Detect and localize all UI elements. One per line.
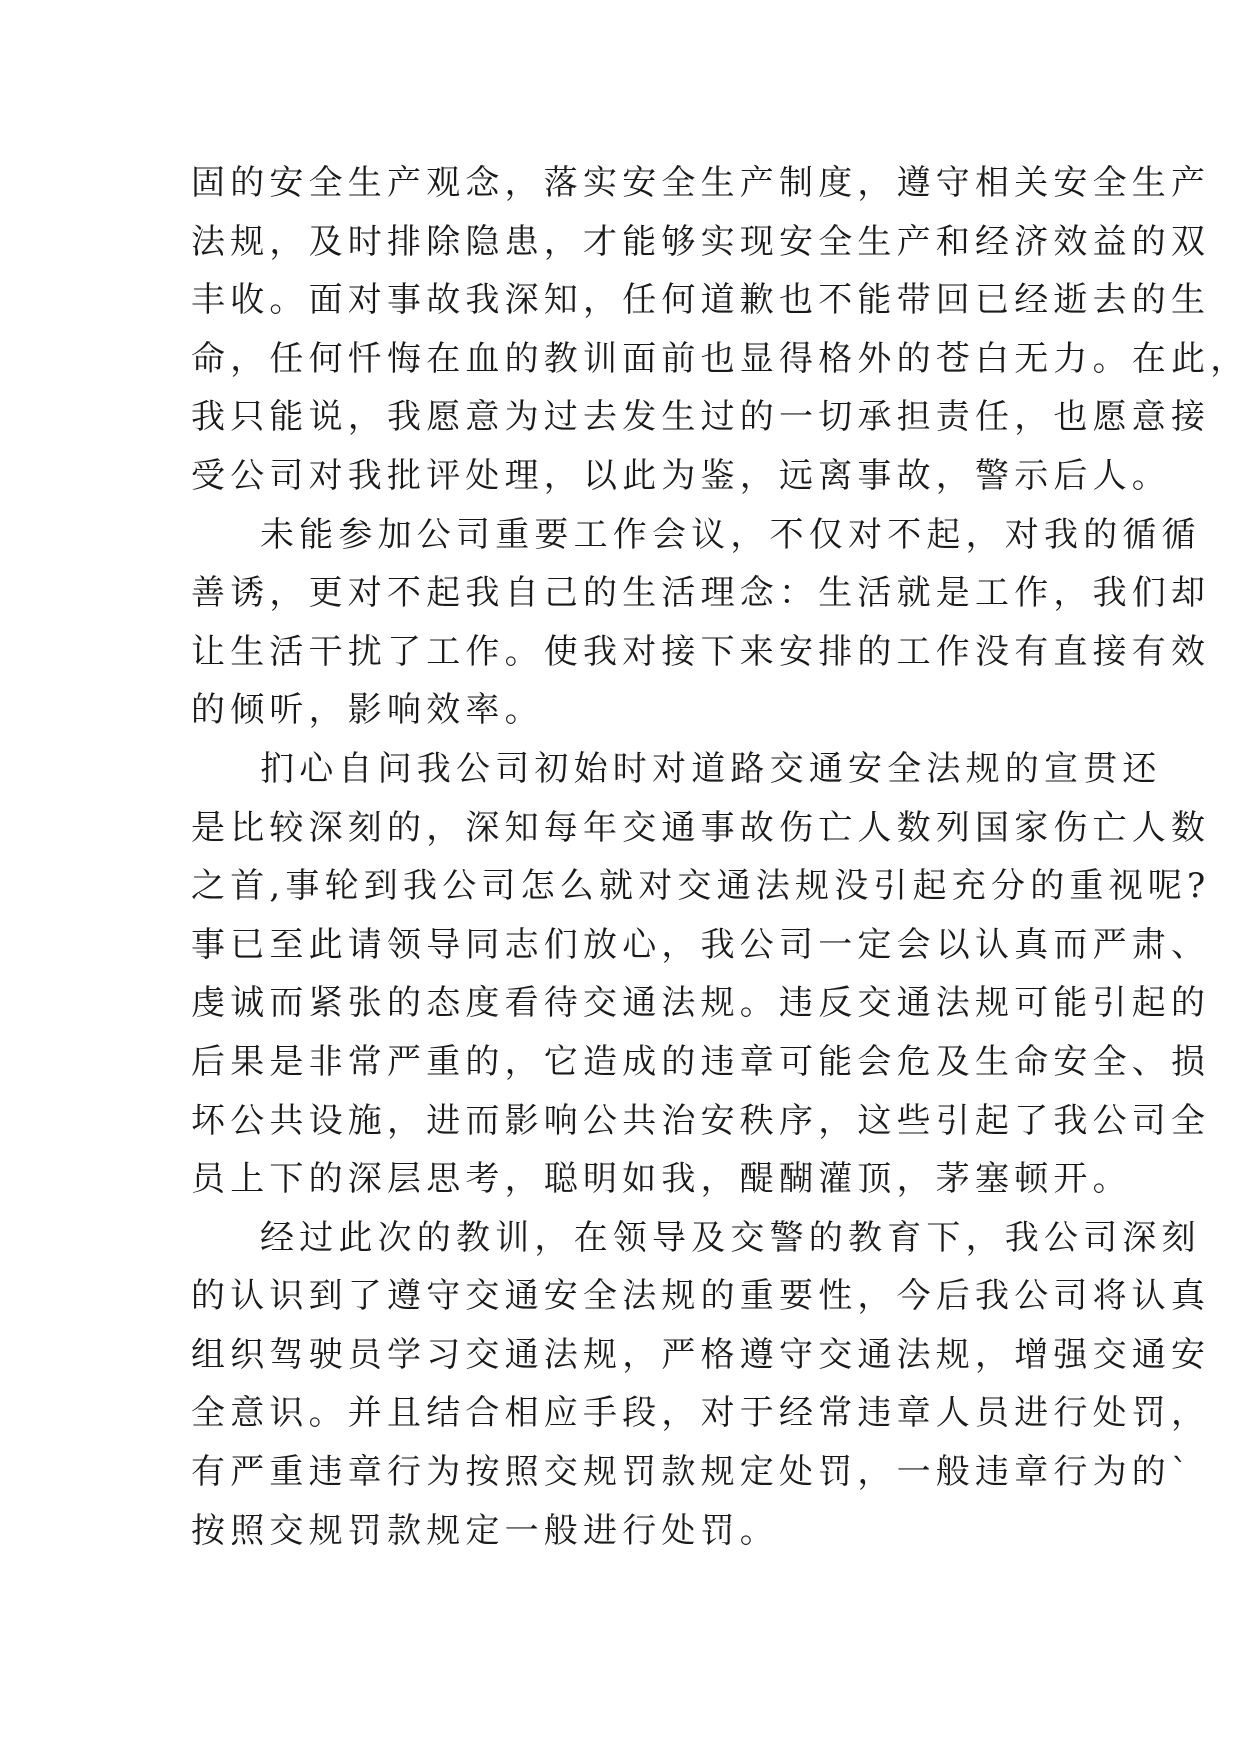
text-line: 坏公共设施，进而影响公共治安秩序，这些引起了我公司全 — [191, 1100, 1211, 1141]
text-line: 法规，及时排除隐患，才能够实现安全生产和经济效益的双 — [191, 221, 1211, 262]
text-line: 之首,事轮到我公司怎么就对交通法规没引起充分的重视呢? — [191, 866, 1211, 907]
text-line: 有严重违章行为按照交规罚款规定处罚，一般违章行为的` — [191, 1452, 1194, 1493]
text-line: 事已至此请领导同志们放心，我公司一定会以认真而严肃、 — [191, 924, 1211, 965]
paragraph-first-line: 未能参加公司重要工作会议，不仅对不起，对我的循循 — [260, 514, 1201, 555]
text-line: 命，任何忏悔在血的教训面前也显得格外的苍白无力。在此， — [191, 338, 1249, 379]
text-line: 受公司对我批评处理，以此为鉴，远离事故，警示后人。 — [191, 455, 1171, 496]
document-body — [191, 154, 1249, 1560]
text-line: 按照交规罚款规定一般进行处罚。 — [191, 1510, 779, 1551]
text-line: 丰收。面对事故我深知，任何道歉也不能带回已经逝去的生 — [191, 280, 1211, 321]
text-line: 的倾听，影响效率。 — [191, 690, 544, 731]
paragraph-first-line: 经过此次的教训，在领导及交警的教育下，我公司深刻 — [260, 1217, 1201, 1258]
text-line: 让生活干扰了工作。使我对接下来安排的工作没有直接有效 — [191, 631, 1211, 672]
text-line: 的认识到了遵守交通安全法规的重要性，今后我公司将认真 — [191, 1276, 1211, 1317]
text-line: 全意识。并且结合相应手段，对于经常违章人员进行处罚， — [191, 1393, 1211, 1434]
text-line: 我只能说，我愿意为过去发生过的一切承担责任，也愿意接 — [191, 397, 1211, 438]
text-line: 后果是非常严重的，它造成的违章可能会危及生命安全、损 — [191, 1041, 1211, 1082]
text-line: 善诱，更对不起我自己的生活理念：生活就是工作，我们却 — [191, 573, 1211, 614]
paragraph-first-line: 扪心自问我公司初始时对道路交通安全法规的宣贯还 — [260, 748, 1162, 789]
text-line: 是比较深刻的，深知每年交通事故伤亡人数列国家伤亡人数 — [191, 807, 1211, 848]
text-line: 员上下的深层思考，聪明如我，醍醐灌顶，茅塞顿开。 — [191, 1159, 1132, 1200]
text-line: 虔诚而紧张的态度看待交通法规。违反交通法规可能引起的 — [191, 983, 1211, 1024]
text-line: 固的安全生产观念，落实安全生产制度，遵守相关安全生产 — [191, 163, 1211, 203]
text-line: 组织驾驶员学习交通法规，严格遵守交通法规，增强交通安 — [191, 1334, 1211, 1375]
